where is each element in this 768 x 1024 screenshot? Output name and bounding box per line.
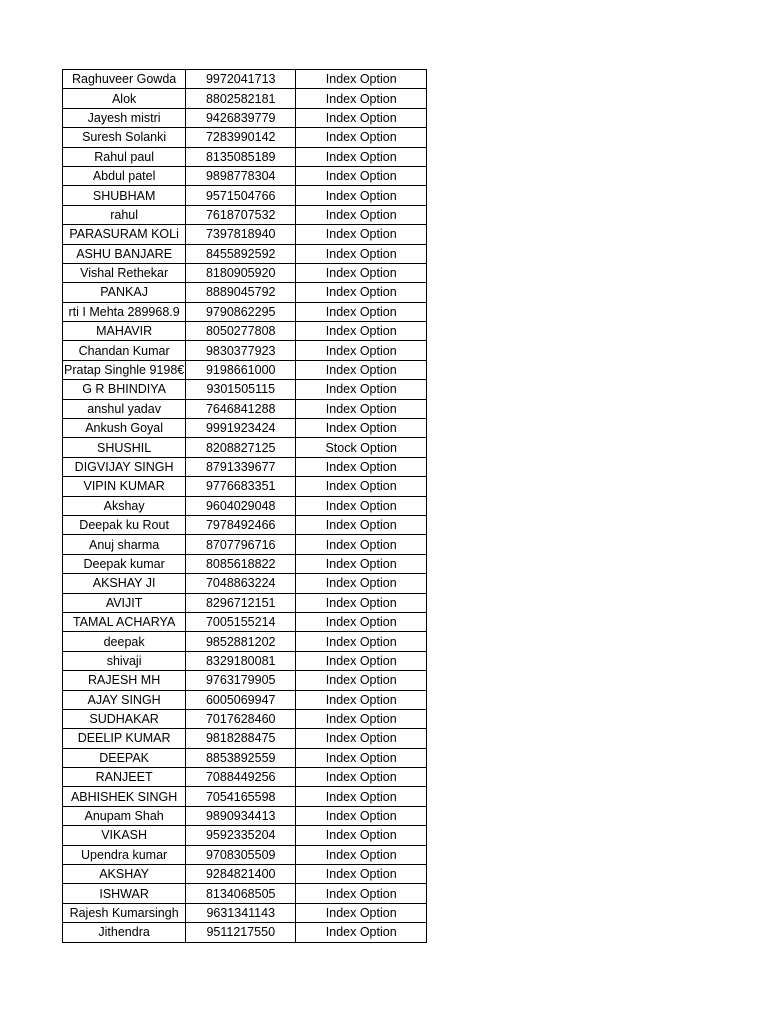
phone-cell: 8050277808 (186, 322, 296, 341)
product-cell: Index Option (296, 671, 427, 690)
phone-cell: 9776683351 (186, 477, 296, 496)
contacts-table (62, 69, 427, 943)
table-row (63, 225, 427, 244)
name-cell: ISHWAR (63, 884, 186, 903)
product-cell: Index Option (296, 845, 427, 864)
table-row (63, 477, 427, 496)
table-row (63, 690, 427, 709)
table-row (63, 923, 427, 942)
phone-cell: 8802582181 (186, 89, 296, 108)
phone-cell: 8791339677 (186, 457, 296, 476)
name-cell: ABHISHEK SINGH (63, 787, 186, 806)
table-row (63, 651, 427, 670)
phone-cell: 8455892592 (186, 244, 296, 263)
product-cell: Index Option (296, 612, 427, 631)
name-cell: Ankush Goyal (63, 419, 186, 438)
table-row (63, 535, 427, 554)
name-cell: Pratap Singhle 9198€ (63, 360, 186, 379)
table-row (63, 768, 427, 787)
name-cell: Upendra kumar (63, 845, 186, 864)
phone-cell: 9631341143 (186, 903, 296, 922)
phone-cell: 8329180081 (186, 651, 296, 670)
name-cell: AJAY SINGH (63, 690, 186, 709)
product-cell: Index Option (296, 787, 427, 806)
table-row (63, 108, 427, 127)
product-cell: Index Option (296, 651, 427, 670)
phone-cell: 7048863224 (186, 574, 296, 593)
name-cell: VIKASH (63, 826, 186, 845)
table-row (63, 671, 427, 690)
phone-cell: 8889045792 (186, 283, 296, 302)
name-cell: Rahul paul (63, 147, 186, 166)
product-cell: Index Option (296, 205, 427, 224)
product-cell: Index Option (296, 128, 427, 147)
table-row (63, 244, 427, 263)
name-cell: Jayesh mistri (63, 108, 186, 127)
contacts-table-body (63, 70, 427, 943)
product-cell: Index Option (296, 399, 427, 418)
table-row (63, 399, 427, 418)
table-row (63, 186, 427, 205)
name-cell: Vishal Rethekar (63, 263, 186, 282)
phone-cell: 9604029048 (186, 496, 296, 515)
product-cell: Index Option (296, 806, 427, 825)
phone-cell: 6005069947 (186, 690, 296, 709)
table-row (63, 283, 427, 302)
table-row (63, 729, 427, 748)
table-row (63, 341, 427, 360)
phone-cell: 8707796716 (186, 535, 296, 554)
table-row (63, 89, 427, 108)
product-cell: Index Option (296, 322, 427, 341)
name-cell: ASHU BANJARE (63, 244, 186, 263)
product-cell: Index Option (296, 748, 427, 767)
product-cell: Index Option (296, 457, 427, 476)
product-cell: Index Option (296, 729, 427, 748)
name-cell: PANKAJ (63, 283, 186, 302)
table-row (63, 748, 427, 767)
phone-cell: 9898778304 (186, 166, 296, 185)
name-cell: rti I Mehta 289968.9 (63, 302, 186, 321)
table-row (63, 360, 427, 379)
phone-cell: 9284821400 (186, 865, 296, 884)
product-cell: Index Option (296, 554, 427, 573)
phone-cell: 7054165598 (186, 787, 296, 806)
table-row (63, 496, 427, 515)
table-row (63, 457, 427, 476)
product-cell: Index Option (296, 593, 427, 612)
product-cell: Index Option (296, 477, 427, 496)
table-row (63, 632, 427, 651)
product-cell: Index Option (296, 360, 427, 379)
name-cell: Chandan Kumar (63, 341, 186, 360)
product-cell: Index Option (296, 283, 427, 302)
table-row (63, 574, 427, 593)
name-cell: TAMAL ACHARYA (63, 612, 186, 631)
product-cell: Index Option (296, 166, 427, 185)
table-row (63, 884, 427, 903)
product-cell: Index Option (296, 535, 427, 554)
phone-cell: 7017628460 (186, 709, 296, 728)
phone-cell: 9763179905 (186, 671, 296, 690)
phone-cell: 7005155214 (186, 612, 296, 631)
product-cell: Index Option (296, 89, 427, 108)
product-cell: Index Option (296, 632, 427, 651)
name-cell: AVIJIT (63, 593, 186, 612)
product-cell: Index Option (296, 380, 427, 399)
name-cell: Jithendra (63, 923, 186, 942)
name-cell: anshul yadav (63, 399, 186, 418)
table-row (63, 380, 427, 399)
product-cell: Index Option (296, 515, 427, 534)
phone-cell: 9991923424 (186, 419, 296, 438)
table-row (63, 593, 427, 612)
name-cell: Rajesh Kumarsingh (63, 903, 186, 922)
product-cell: Index Option (296, 225, 427, 244)
name-cell: Deepak kumar (63, 554, 186, 573)
name-cell: DEELIP KUMAR (63, 729, 186, 748)
name-cell: Suresh Solanki (63, 128, 186, 147)
phone-cell: 7088449256 (186, 768, 296, 787)
name-cell: RAJESH MH (63, 671, 186, 690)
product-cell: Index Option (296, 108, 427, 127)
name-cell: PARASURAM KOLi (63, 225, 186, 244)
name-cell: MAHAVIR (63, 322, 186, 341)
name-cell: AKSHAY (63, 865, 186, 884)
name-cell: deepak (63, 632, 186, 651)
name-cell: Anupam Shah (63, 806, 186, 825)
table-row (63, 438, 427, 457)
table-row (63, 166, 427, 185)
table-row (63, 322, 427, 341)
table-row (63, 147, 427, 166)
product-cell: Index Option (296, 709, 427, 728)
name-cell: RANJEET (63, 768, 186, 787)
phone-cell: 7397818940 (186, 225, 296, 244)
phone-cell: 8208827125 (186, 438, 296, 457)
phone-cell: 9790862295 (186, 302, 296, 321)
table-row (63, 128, 427, 147)
table-row (63, 302, 427, 321)
table-row (63, 845, 427, 864)
name-cell: Akshay (63, 496, 186, 515)
phone-cell: 7618707532 (186, 205, 296, 224)
table-row (63, 903, 427, 922)
name-cell: Raghuveer Gowda (63, 70, 186, 89)
phone-cell: 9972041713 (186, 70, 296, 89)
phone-cell: 8296712151 (186, 593, 296, 612)
table-row (63, 865, 427, 884)
name-cell: Abdul patel (63, 166, 186, 185)
table-row (63, 263, 427, 282)
phone-cell: 9708305509 (186, 845, 296, 864)
table-row (63, 787, 427, 806)
table-row (63, 419, 427, 438)
phone-cell: 8180905920 (186, 263, 296, 282)
product-cell: Index Option (296, 147, 427, 166)
phone-cell: 9301505115 (186, 380, 296, 399)
name-cell: DEEPAK (63, 748, 186, 767)
name-cell: Alok (63, 89, 186, 108)
table-row (63, 515, 427, 534)
product-cell: Index Option (296, 263, 427, 282)
phone-cell: 7646841288 (186, 399, 296, 418)
phone-cell: 7978492466 (186, 515, 296, 534)
product-cell: Index Option (296, 690, 427, 709)
phone-cell: 8853892559 (186, 748, 296, 767)
product-cell: Index Option (296, 496, 427, 515)
table-row (63, 612, 427, 631)
product-cell: Index Option (296, 186, 427, 205)
name-cell: SUDHAKAR (63, 709, 186, 728)
table-row (63, 70, 427, 89)
table-row (63, 826, 427, 845)
table-row (63, 554, 427, 573)
phone-cell: 9592335204 (186, 826, 296, 845)
product-cell: Index Option (296, 341, 427, 360)
product-cell: Stock Option (296, 438, 427, 457)
product-cell: Index Option (296, 903, 427, 922)
product-cell: Index Option (296, 419, 427, 438)
name-cell: AKSHAY JI (63, 574, 186, 593)
phone-cell: 9198661000 (186, 360, 296, 379)
table-row (63, 205, 427, 224)
product-cell: Index Option (296, 865, 427, 884)
name-cell: SHUBHAM (63, 186, 186, 205)
phone-cell: 9511217550 (186, 923, 296, 942)
name-cell: Deepak ku Rout (63, 515, 186, 534)
phone-cell: 8135085189 (186, 147, 296, 166)
table-row (63, 806, 427, 825)
name-cell: SHUSHIL (63, 438, 186, 457)
product-cell: Index Option (296, 826, 427, 845)
name-cell: Anuj sharma (63, 535, 186, 554)
product-cell: Index Option (296, 768, 427, 787)
product-cell: Index Option (296, 574, 427, 593)
phone-cell: 8085618822 (186, 554, 296, 573)
phone-cell: 9426839779 (186, 108, 296, 127)
name-cell: G R BHINDIYA (63, 380, 186, 399)
table-row (63, 709, 427, 728)
name-cell: shivaji (63, 651, 186, 670)
name-cell: DIGVIJAY SINGH (63, 457, 186, 476)
phone-cell: 7283990142 (186, 128, 296, 147)
phone-cell: 8134068505 (186, 884, 296, 903)
product-cell: Index Option (296, 923, 427, 942)
product-cell: Index Option (296, 244, 427, 263)
phone-cell: 9852881202 (186, 632, 296, 651)
phone-cell: 9571504766 (186, 186, 296, 205)
phone-cell: 9830377923 (186, 341, 296, 360)
product-cell: Index Option (296, 302, 427, 321)
name-cell: rahul (63, 205, 186, 224)
phone-cell: 9818288475 (186, 729, 296, 748)
name-cell: VIPIN KUMAR (63, 477, 186, 496)
product-cell: Index Option (296, 884, 427, 903)
product-cell: Index Option (296, 70, 427, 89)
phone-cell: 9890934413 (186, 806, 296, 825)
